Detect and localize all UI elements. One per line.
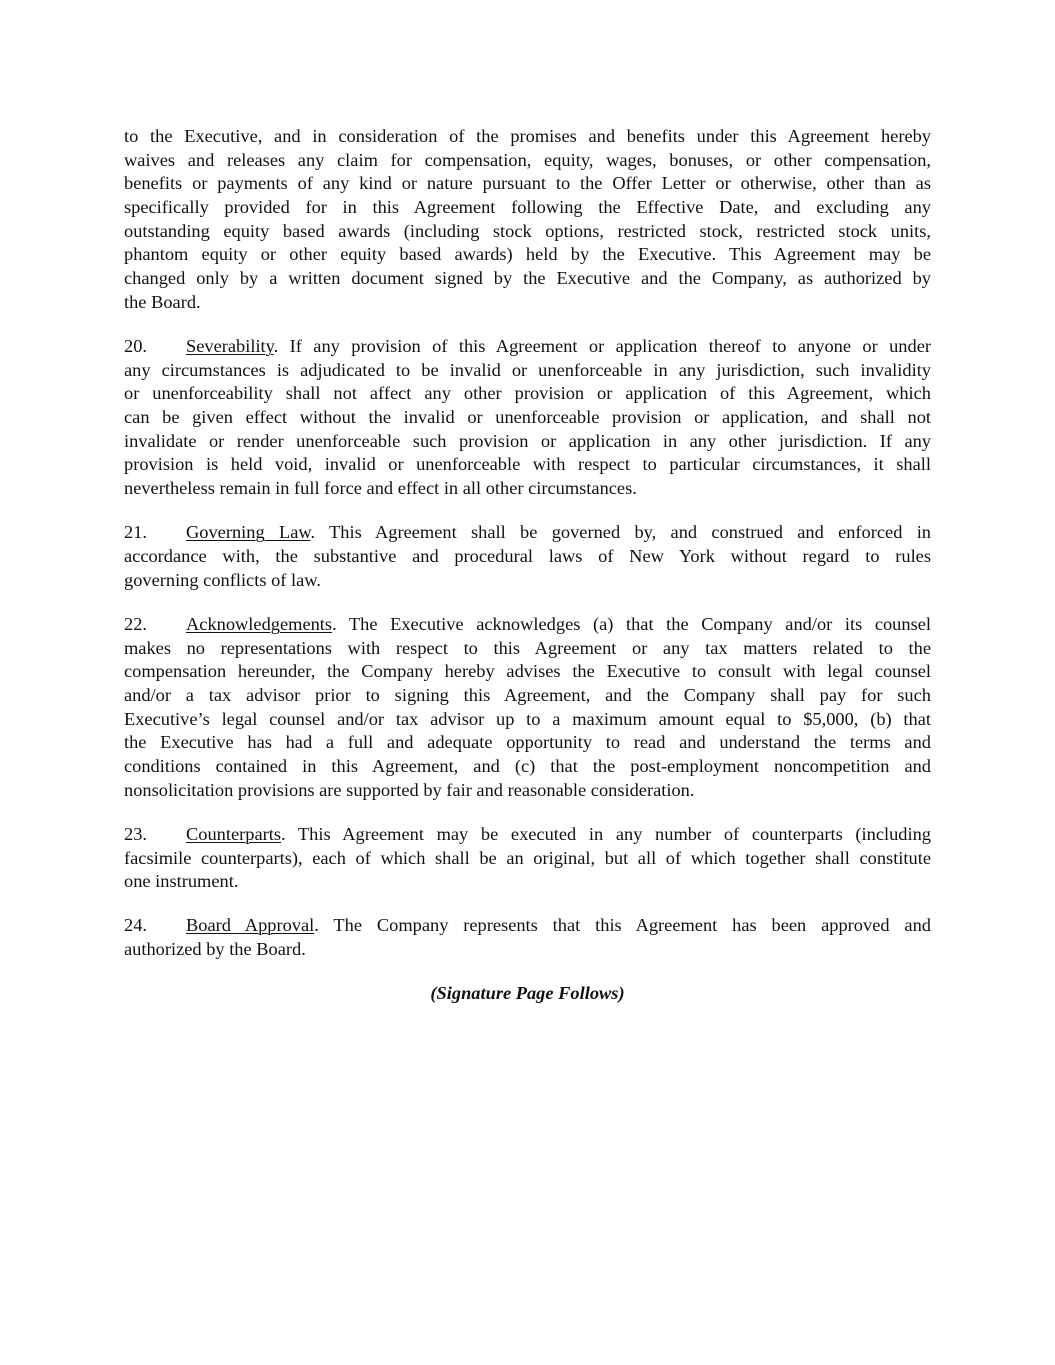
text-line: can be given effect without the invalid or unenforceable provision or application, and shall not xyxy=(124,407,931,428)
text-line: phantom equity or other equity based awards) held by the Executive. This Agreement may be xyxy=(124,244,931,265)
continuation-paragraph xyxy=(124,125,931,315)
text-line: conditions contained in this Agreement, and (c) that the post-employment noncompetition and xyxy=(124,756,931,776)
signature-page-follows-note: (Signature Page Follows) xyxy=(430,983,625,1004)
section-number: 24. xyxy=(124,915,147,936)
section-heading: Governing Law xyxy=(186,522,311,543)
text-line: provision is held void, invalid or unenforceable with respect to particular circumstances, it shall xyxy=(124,454,931,475)
text-line: one instrument. xyxy=(124,871,239,892)
section-20-severability xyxy=(124,335,931,501)
text-line: authorized by the Board. xyxy=(124,939,306,960)
section-heading: Severability xyxy=(186,336,274,356)
text-line: invalidate or render unenforceable such provision or application in any other jurisdiction. If any xyxy=(124,430,931,451)
section-23-counterparts xyxy=(124,823,931,894)
text-line: outstanding equity based awards (including stock options, restricted stock, restricted stock units, xyxy=(124,220,931,241)
section-number: 20. xyxy=(124,336,147,356)
text-line: any circumstances is adjudicated to be invalid or unenforceable in any jurisdiction, such invalidity xyxy=(124,359,931,380)
section-first-line xyxy=(124,613,931,637)
text-line: to the Executive, and in consideration of the promises and benefits under this Agreement hereby xyxy=(124,126,931,146)
section-text: . The Company represents that this Agreement has been approved and xyxy=(314,915,931,936)
text-line: the Executive has had a full and adequate opportunity to read and understand the terms and xyxy=(124,732,931,753)
document-page xyxy=(124,125,931,1006)
section-number: 21. xyxy=(124,522,147,543)
section-21-governing-law xyxy=(124,521,931,592)
text-line: waives and releases any claim for compensation, equity, wages, bonuses, or other compensation, xyxy=(124,149,931,170)
section-22-acknowledgements xyxy=(124,613,931,803)
section-text: . This Agreement may be executed in any number of counterparts (including xyxy=(281,823,931,844)
section-first-line xyxy=(124,914,931,938)
text-line: benefits or payments of any kind or nature pursuant to the Offer Letter or otherwise, other than as xyxy=(124,173,931,194)
section-heading: Counterparts xyxy=(186,823,281,844)
text-line: or unenforceability shall not affect any other provision or application of this Agreement, which xyxy=(124,383,931,404)
text-line: and/or a tax advisor prior to signing this Agreement, and the Company shall pay for such xyxy=(124,684,931,705)
text-line: Executive’s legal counsel and/or tax advisor up to a maximum amount equal to $5,000, (b) that xyxy=(124,708,931,729)
section-text: . This Agreement shall be governed by, and construed and enforced in xyxy=(310,522,932,543)
text-line: compensation hereunder, the Company hereby advises the Executive to consult with legal counsel xyxy=(124,661,931,682)
text-line: makes no representations with respect to this Agreement or any tax matters related to the xyxy=(124,637,931,658)
section-first-line xyxy=(124,335,931,359)
section-heading: Board Approval xyxy=(186,915,315,936)
text-line: changed only by a written document signed by the Executive and the Company, as authorized by xyxy=(124,268,931,289)
section-24-board-approval xyxy=(124,914,931,961)
section-first-line xyxy=(124,521,931,545)
section-text: . If any provision of this Agreement or application thereof to anyone or under xyxy=(273,336,931,356)
text-line: nevertheless remain in full force and effect in all other circumstances. xyxy=(124,478,637,499)
text-line: the Board. xyxy=(124,291,201,312)
text-line: facsimile counterparts), each of which shall be an original, but all of which together shall constitute xyxy=(124,847,931,868)
text-line: specifically provided for in this Agreement following the Effective Date, and excluding any xyxy=(124,197,931,218)
section-first-line xyxy=(124,823,931,847)
section-number: 23. xyxy=(124,823,147,844)
section-text: . The Executive acknowledges (a) that the Company and/or its counsel xyxy=(332,613,931,634)
text-line: nonsolicitation provisions are supported by fair and reasonable consideration. xyxy=(124,779,695,800)
section-heading: Acknowledgements xyxy=(186,613,333,634)
text-line: accordance with, the substantive and procedural laws of New York without regard to rules xyxy=(124,546,931,566)
section-number: 22. xyxy=(124,613,147,634)
text-line: governing conflicts of law. xyxy=(124,569,321,590)
